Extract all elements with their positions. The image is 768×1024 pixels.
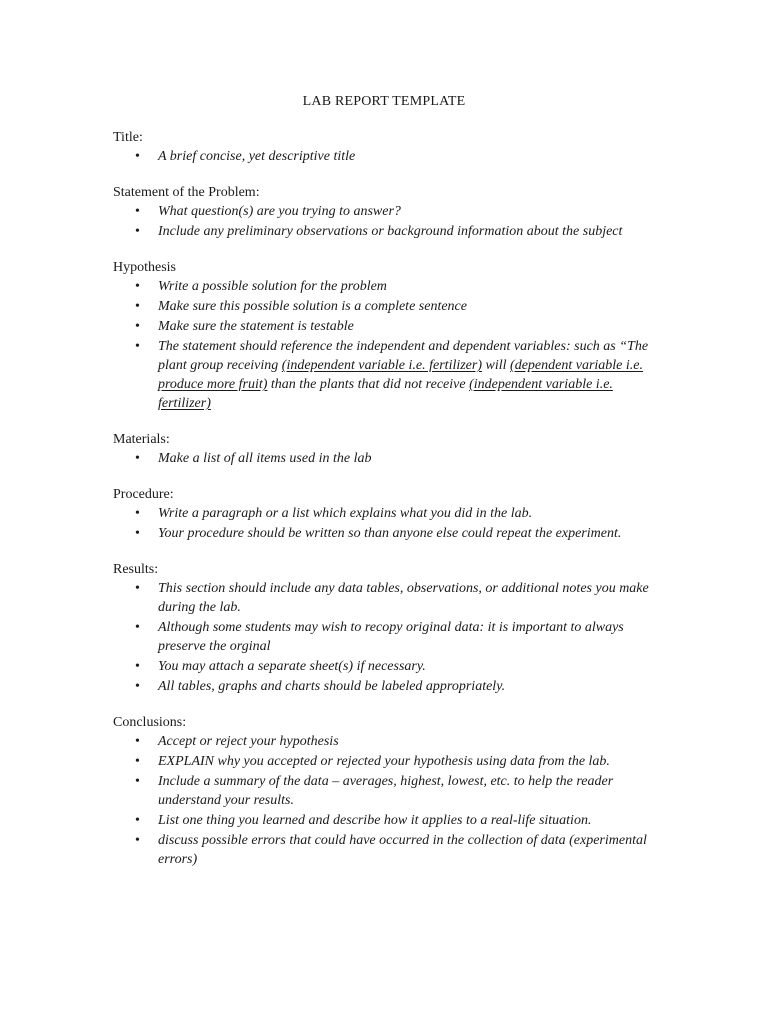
list-item (113, 579, 658, 617)
bullet-list (113, 449, 658, 468)
section-materials (113, 430, 658, 468)
bullet-icon: • (135, 339, 140, 354)
list-item (113, 732, 658, 751)
bullet-icon: • (135, 679, 140, 694)
bullet-icon: • (135, 224, 140, 239)
list-item (113, 297, 658, 316)
rich-text-segment: The statement should reference the independent and dependent variables: such as “The plant group receiving (158, 339, 649, 373)
section-procedure (113, 485, 658, 543)
underlined-segment: (independent variable i.e. fertilizer) (158, 377, 613, 411)
list-item (113, 677, 658, 696)
underlined-segment: (independent variable i.e. fertilizer) (281, 358, 483, 373)
bullet-icon: • (135, 833, 140, 848)
bullet-list (113, 147, 658, 166)
section-results (113, 560, 658, 696)
list-item-text: Although some students may wish to recopy original data: it is important to always preserve the orginal (158, 620, 624, 654)
list-item-text: Make sure this possible solution is a complete sentence (158, 299, 467, 314)
list-item-text: You may attach a separate sheet(s) if necessary. (158, 659, 426, 674)
list-item-text: This section should include any data tables, observations, or additional notes you make during the lab. (158, 581, 649, 615)
bullet-icon: • (135, 813, 140, 828)
bullet-icon: • (135, 659, 140, 674)
list-item-text: discuss possible errors that could have occurred in the collection of data (experimental errors) (158, 833, 647, 867)
section-heading: Materials: (113, 432, 170, 447)
list-item-text: Make a list of all items used in the lab (158, 451, 372, 466)
section-heading: Statement of the Problem: (113, 185, 260, 200)
list-item-text: Include a summary of the data – averages, highest, lowest, etc. to help the reader understand your results. (158, 774, 614, 808)
bullet-list (113, 277, 658, 413)
list-item-text: EXPLAIN why you accepted or rejected your hypothesis using data from the lab. (158, 754, 610, 769)
bullet-icon: • (135, 451, 140, 466)
section-heading: Conclusions: (113, 715, 187, 730)
list-item (113, 504, 658, 523)
list-item-text: Write a paragraph or a list which explains what you did in the lab. (158, 506, 533, 521)
bullet-icon: • (135, 204, 140, 219)
list-item-text: Write a possible solution for the problem (158, 279, 387, 294)
bullet-icon: • (135, 149, 140, 164)
list-item (113, 222, 658, 241)
section-statement-of-problem (113, 183, 658, 241)
bullet-icon: • (135, 620, 140, 635)
bullet-icon: • (135, 299, 140, 314)
list-item (113, 657, 658, 676)
bullet-list (113, 732, 658, 869)
list-item (113, 831, 658, 869)
bullet-icon: • (135, 526, 140, 541)
list-item (113, 811, 658, 830)
section-title (113, 128, 658, 166)
list-item (113, 147, 658, 166)
list-item-text: Your procedure should be written so than anyone else could repeat the experiment. (158, 526, 622, 541)
list-item (113, 618, 658, 656)
sections-container (113, 128, 658, 886)
bullet-icon: • (135, 506, 140, 521)
list-item-text: A brief concise, yet descriptive title (158, 149, 356, 164)
list-item (113, 772, 658, 810)
bullet-icon: • (135, 754, 140, 769)
list-item (113, 202, 658, 221)
list-item-text: What question(s) are you trying to answer? (158, 204, 401, 219)
list-item (113, 752, 658, 771)
list-item (113, 337, 658, 413)
underlined-segment: (dependent variable i.e. produce more fruit) (158, 358, 643, 392)
bullet-list (113, 202, 658, 241)
section-heading: Hypothesis (113, 260, 176, 275)
section-heading: Results: (113, 562, 159, 577)
section-heading: Title: (113, 130, 143, 145)
section-hypothesis (113, 258, 658, 413)
list-item-text: All tables, graphs and charts should be labeled appropriately. (158, 679, 506, 694)
list-item-text: Accept or reject your hypothesis (158, 734, 339, 749)
rich-text-segment: will (482, 358, 511, 373)
list-item-text: List one thing you learned and describe how it applies to a real-life situation. (158, 813, 592, 828)
section-conclusions (113, 713, 658, 869)
bullet-icon: • (135, 279, 140, 294)
list-item (113, 524, 658, 543)
bullet-icon: • (135, 581, 140, 596)
rich-text-segment: than the plants that did not receive (267, 377, 470, 392)
list-item (113, 449, 658, 468)
bullet-list (113, 579, 658, 696)
list-item-text (158, 339, 648, 411)
list-item (113, 317, 658, 336)
bullet-icon: • (135, 774, 140, 789)
list-item-text: Make sure the statement is testable (158, 319, 354, 334)
section-heading: Procedure: (113, 487, 174, 502)
bullet-list (113, 504, 658, 543)
bullet-icon: • (135, 734, 140, 749)
list-item (113, 277, 658, 296)
list-item-text: Include any preliminary observations or background information about the subject (158, 224, 623, 239)
bullet-icon: • (135, 319, 140, 334)
document-title: LAB REPORT TEMPLATE (302, 94, 466, 109)
